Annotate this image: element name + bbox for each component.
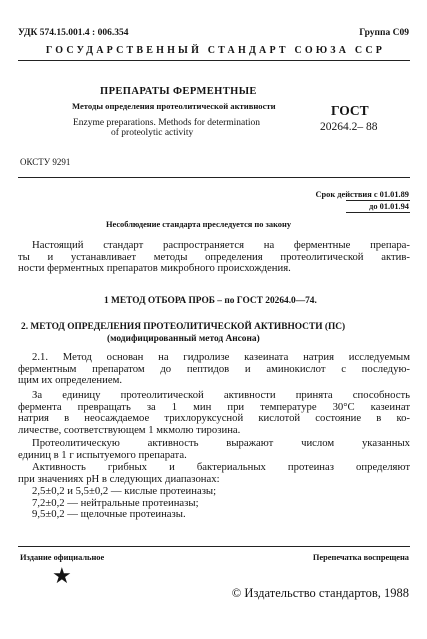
english-title-line2: of proteolytic activity — [111, 128, 194, 138]
gost-number: 20264.2– 88 — [320, 121, 378, 133]
copyright-notice: © Издательство стандартов, 1988 — [231, 586, 409, 600]
validity-underline-1 — [346, 200, 410, 201]
paragraph-line: фермента превращать за 1 мин при температуре 30°С казеинат — [18, 400, 410, 413]
paragraph-unit — [18, 390, 410, 436]
intro-line: ты и устанавливает методы определения протеолитической актив- — [18, 250, 410, 263]
star-icon: ★ — [52, 563, 72, 588]
paragraph-2-1 — [18, 352, 410, 387]
section-2-heading: 2. МЕТОД ОПРЕДЕЛЕНИЯ ПРОТЕОЛИТИЧЕСКОЙ АКТИВНОСТИ (ПС) — [21, 322, 346, 332]
okstu-code: ОКСТУ 9291 — [20, 157, 71, 167]
english-title-line1: Enzyme preparations. Methods for determination — [73, 118, 261, 128]
footer-rule — [18, 546, 410, 547]
document-subtitle: Методы определения протеолитической активности — [72, 101, 276, 111]
paragraph-line: ферментным препаратом до пептидов и аминокислот с последую- — [18, 362, 410, 375]
paragraph-line: натрия в неосаждаемое трихлоруксусной кислотой состояние в ко- — [18, 412, 410, 424]
paragraph-line: Активность грибных и бактериальных протеиназ определяют — [32, 461, 410, 473]
paragraph-line: За единицу протеолитической активности принята способность — [32, 389, 410, 401]
document-title: ПРЕПАРАТЫ ФЕРМЕНТНЫЕ — [100, 86, 257, 97]
group-code: Группа С09 — [359, 28, 409, 38]
section-1-heading: 1 МЕТОД ОТБОРА ПРОБ – по ГОСТ 20264.0—74. — [104, 296, 317, 306]
ph-range-item: 2,5±0,2 и 5,5±0,2 — кислые протеиназы; — [32, 485, 217, 497]
paragraph-line: личестве, соответствующем 1 мкмолю тирозина. — [18, 423, 241, 436]
validity-from: Срок действия с 01.01.89 — [315, 190, 409, 199]
intro-paragraph — [18, 240, 410, 275]
official-edition: Издание официальное — [20, 553, 105, 562]
udk-code: УДК 574.15.001.4 : 006.354 — [18, 28, 129, 38]
ph-range-item: 9,5±0,2 — щелочные протеиназы. — [32, 508, 186, 520]
law-notice: Несоблюдение стандарта преследуется по закону — [106, 220, 292, 229]
section-2-subheading: (модифицированный метод Ансона) — [107, 334, 260, 344]
standard-banner: ГОСУДАРСТВЕННЫЙ СТАНДАРТ СОЮЗА ССР — [45, 45, 386, 56]
paragraph-line: 2.1. Метод основан на гидролизе казеината натрия исследуемым — [32, 351, 410, 363]
intro-line: Настоящий стандарт распространяется на ферментные препара- — [32, 239, 410, 251]
validity-underline-2 — [346, 212, 410, 213]
paragraph-line: единиц в 1 г испытуемого препарата. — [18, 448, 187, 461]
header-rule — [18, 60, 410, 61]
ph-range-item: 7,2±0,2 — нейтральные протеиназы; — [32, 496, 199, 509]
paragraph-line: щим их определением. — [18, 374, 123, 386]
reprint-prohibited: Перепечатка воспрещена — [312, 553, 409, 562]
intro-line: ности ферментных препаратов микробного происхождения. — [18, 262, 291, 274]
paragraph-line: при значениях рН в следующих диапазонах: — [18, 472, 220, 485]
paragraph-activity — [18, 462, 410, 485]
validity-to: до 01.01.94 — [369, 202, 409, 211]
paragraph-expression — [18, 438, 410, 461]
gost-label: ГОСТ — [331, 103, 369, 118]
paragraph-line: Протеолитическую активность выражают числом указанных — [32, 437, 410, 449]
title-rule — [18, 177, 410, 178]
ph-ranges-list — [32, 486, 402, 521]
